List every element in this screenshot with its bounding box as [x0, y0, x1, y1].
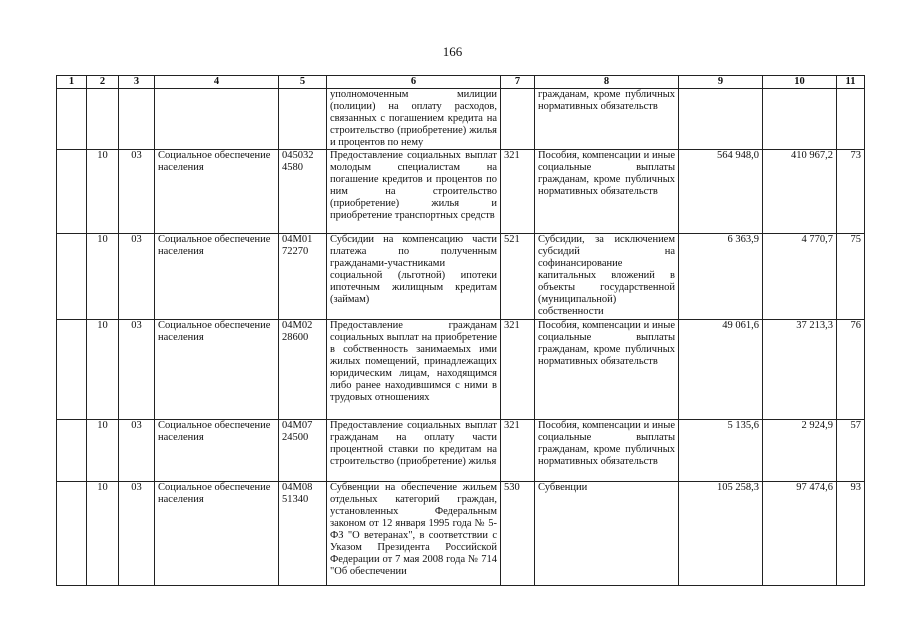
col1-cell [57, 482, 87, 586]
percent-cell: 93 [837, 482, 865, 586]
col1-cell [57, 150, 87, 234]
percent-cell: 75 [837, 234, 865, 320]
amount-2019-cell [679, 89, 763, 150]
target-code-cell: 04М07 24500 [279, 420, 327, 482]
recipient-cell: Пособия, компенсации и иные социальные выплаты гражданам, кроме публичных нормативных обязательств [535, 320, 679, 420]
recipient-cell: Субвенции [535, 482, 679, 586]
purpose-cell: Субвенции на обеспечение жильем отдельных категорий граждан, установленных Федеральным законом от 12 января 1995 года № 5-ФЗ "О ветеранах", в соответствии с Указом Президента Российской Федерации от 7 мая 2008 года № 714 "Об обеспечении [327, 482, 501, 586]
target-code-cell [279, 89, 327, 150]
expense-type-cell: 321 [501, 150, 535, 234]
amount-2020-cell: 2 924,9 [763, 420, 837, 482]
amount-2020-cell: 37 213,3 [763, 320, 837, 420]
subsection-cell: 03 [119, 150, 155, 234]
recipient-cell: Субсидии, за исключением субсидий на софинансирование капитальных вложений в объекты государственной (муниципальной) собственности [535, 234, 679, 320]
recipient-cell: гражданам, кроме публичных нормативных обязательств [535, 89, 679, 150]
recipient-cell: Пособия, компенсации и иные социальные выплаты гражданам, кроме публичных нормативных обязательств [535, 420, 679, 482]
purpose-cell: Предоставление социальных выплат молодым специалистам на погашение кредитов и процентов по ним на строительство (приобретение) жилья и приобретение транспортных средств [327, 150, 501, 234]
header-cell: 8 [535, 76, 679, 89]
header-cell: 9 [679, 76, 763, 89]
target-code-cell: 04М08 51340 [279, 482, 327, 586]
subsection-cell: 03 [119, 234, 155, 320]
section-name-cell: Социальное обеспечение населения [155, 234, 279, 320]
col1-cell [57, 320, 87, 420]
expense-type-cell [501, 89, 535, 150]
page-number: 166 [442, 44, 463, 59]
expense-type-cell: 521 [501, 234, 535, 320]
purpose-cell: уполномоченным милиции (полиции) на оплату расходов, связанных с погашением кредита на строительство (приобретение) жилья и процентов по нему [327, 89, 501, 150]
table-row [57, 234, 865, 320]
amount-2019-cell: 6 363,9 [679, 234, 763, 320]
amount-2019-cell: 564 948,0 [679, 150, 763, 234]
recipient-cell: Пособия, компенсации и иные социальные выплаты гражданам, кроме публичных нормативных обязательств [535, 150, 679, 234]
section-cell: 10 [87, 482, 119, 586]
target-code-cell: 04М02 28600 [279, 320, 327, 420]
target-code-cell: 04М01 72270 [279, 234, 327, 320]
header-cell: 7 [501, 76, 535, 89]
budget-table [56, 75, 865, 586]
section-cell: 10 [87, 234, 119, 320]
percent-cell: 76 [837, 320, 865, 420]
table-row [57, 482, 865, 586]
section-cell: 10 [87, 320, 119, 420]
table-row [57, 420, 865, 482]
col1-cell [57, 420, 87, 482]
col1-cell [57, 234, 87, 320]
section-cell [87, 89, 119, 150]
header-cell: 4 [155, 76, 279, 89]
table-row [57, 150, 865, 234]
amount-2020-cell: 410 967,2 [763, 150, 837, 234]
expense-type-cell: 321 [501, 420, 535, 482]
amount-2019-cell: 49 061,6 [679, 320, 763, 420]
header-cell: 2 [87, 76, 119, 89]
header-row [57, 76, 865, 89]
col1-cell [57, 89, 87, 150]
section-name-cell: Социальное обеспечение населения [155, 420, 279, 482]
subsection-cell: 03 [119, 482, 155, 586]
target-code-cell: 045032 4580 [279, 150, 327, 234]
table-row [57, 89, 865, 150]
table-row [57, 320, 865, 420]
section-name-cell: Социальное обеспечение населения [155, 320, 279, 420]
header-cell: 6 [327, 76, 501, 89]
subsection-cell: 03 [119, 420, 155, 482]
header-cell: 5 [279, 76, 327, 89]
section-cell: 10 [87, 420, 119, 482]
amount-2019-cell: 105 258,3 [679, 482, 763, 586]
purpose-cell: Субсидии на компенсацию части платежа по полученным гражданами-участниками социальной (льготной) ипотеки ипотечным жилищным кредитам (займам) [327, 234, 501, 320]
purpose-cell: Предоставление гражданам социальных выплат на приобретение в собственность занимаемых ими жилых помещений, принадлежащих юридическим лицам, находящимся либо ранее находившимся с ними в трудовых отношениях [327, 320, 501, 420]
subsection-cell: 03 [119, 320, 155, 420]
header-cell: 11 [837, 76, 865, 89]
expense-type-cell: 321 [501, 320, 535, 420]
section-name-cell [155, 89, 279, 150]
amount-2020-cell [763, 89, 837, 150]
subsection-cell [119, 89, 155, 150]
header-cell: 10 [763, 76, 837, 89]
percent-cell [837, 89, 865, 150]
section-name-cell: Социальное обеспечение населения [155, 150, 279, 234]
header-cell: 1 [57, 76, 87, 89]
amount-2020-cell: 97 474,6 [763, 482, 837, 586]
amount-2019-cell: 5 135,6 [679, 420, 763, 482]
purpose-cell: Предоставление социальных выплат гражданам на оплату части процентной ставки по кредитам на строительство (приобретение) жилья [327, 420, 501, 482]
section-cell: 10 [87, 150, 119, 234]
section-name-cell: Социальное обеспечение населения [155, 482, 279, 586]
percent-cell: 57 [837, 420, 865, 482]
header-cell: 3 [119, 76, 155, 89]
amount-2020-cell: 4 770,7 [763, 234, 837, 320]
percent-cell: 73 [837, 150, 865, 234]
expense-type-cell: 530 [501, 482, 535, 586]
